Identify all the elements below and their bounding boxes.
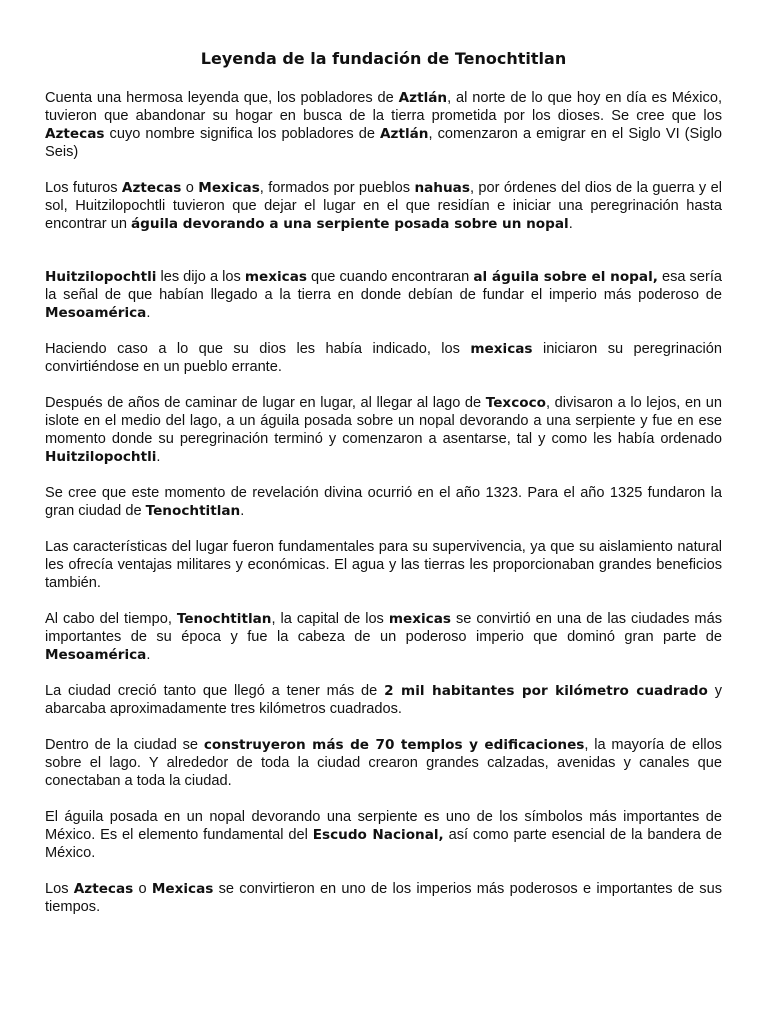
bold-span: Mexicas — [151, 881, 214, 897]
text-span: o — [181, 180, 199, 196]
text-span: , formados por pueblos — [259, 180, 415, 196]
text-span: , la mayoría de ellos sobre el lago. Y alrededor de toda la ciudad crearon grandes calzadas, avenidas y canales que conectaban a toda la ciudad. — [45, 737, 722, 789]
text-span: . — [156, 449, 161, 465]
bold-span: nahuas — [414, 180, 470, 196]
text-span: se convirtió en una de las ciudades más importantes de su época y fue la cabeza de un poderoso imperio que dominó gran parte de — [45, 611, 722, 645]
paragraph-2 — [45, 179, 722, 233]
bold-span: Tenochtitlan — [176, 611, 272, 627]
bold-span: mexicas — [388, 611, 451, 627]
paragraph-1 — [45, 89, 722, 161]
text-span: La ciudad creció tanto que llegó a tener más de — [45, 683, 385, 699]
bold-span: Texcoco — [485, 395, 546, 411]
paragraph-4 — [45, 340, 722, 376]
bold-span: Aztlán — [380, 126, 429, 142]
bold-span: Mesoamérica — [45, 647, 147, 663]
bold-span: mexicas — [244, 269, 307, 285]
text-span: así como parte esencial de la bandera de México. — [45, 827, 722, 861]
bold-span: Aztlán — [398, 90, 448, 106]
bold-span: Tenochtitlan — [145, 503, 241, 519]
text-span: , comenzaron a emigrar en el Siglo VI (Siglo Seis) — [45, 126, 722, 160]
paragraph-9 — [45, 682, 722, 718]
paragraph-7 — [45, 538, 722, 592]
bold-span: mexicas — [470, 341, 533, 357]
text-span: El águila posada en un nopal devorando una serpiente es uno de los símbolos más importantes de México. Es el elemento fundamental del — [45, 809, 722, 843]
bold-span: Huitzilopochtli — [45, 269, 157, 285]
text-span: . — [568, 216, 573, 232]
bold-span: 2 mil habitantes por kilómetro cuadrado — [384, 683, 708, 699]
text-span: Cuenta una hermosa leyenda que, los pobladores de — [45, 90, 399, 106]
text-span: . — [240, 503, 245, 519]
bold-span: Mexicas — [198, 180, 260, 196]
paragraph-5 — [45, 394, 722, 466]
text-span: les dijo a los — [156, 269, 245, 285]
text-span: Los — [45, 881, 74, 897]
bold-span: Aztecas — [73, 881, 134, 897]
bold-span: Mesoamérica — [45, 305, 147, 321]
text-span: que cuando encontraran — [306, 269, 474, 285]
bold-span: al águila sobre el nopal, — [473, 269, 658, 285]
bold-span: construyeron más de 70 templos y edificaciones — [203, 737, 585, 753]
text-span: Al cabo del tiempo, — [45, 611, 177, 627]
text-span: esa sería la señal de que habían llegado a la tierra en donde debían de fundar el imperio más poderoso de — [45, 269, 722, 303]
text-span: , divisaron a lo lejos, en un islote en el medio del lago, a un águila posada sobre un nopal devorando a una serpiente y fue en ese momento donde su peregrinación terminó y comenzaron a asentarse, tal y como les había ordenado — [45, 395, 722, 447]
bold-span: águila devorando a una serpiente posada sobre un nopal — [131, 216, 569, 232]
text-span: Se cree que este momento de revelación divina ocurrió en el año 1323. Para el año 1325 fundaron la gran ciudad de — [45, 485, 722, 519]
bold-span: Huitzilopochtli — [45, 449, 157, 465]
paragraph-3 — [45, 268, 722, 322]
paragraph-10 — [45, 736, 722, 790]
text-span: iniciaron su peregrinación convirtiéndose en un pueblo errante. — [45, 341, 722, 375]
text-span: Dentro de la ciudad se — [45, 737, 204, 753]
page-title: Leyenda de la fundación de Tenochtitlan — [200, 49, 567, 68]
text-span: y abarcaba aproximadamente tres kilómetros cuadrados. — [45, 683, 722, 717]
text-span: cuyo nombre significa los pobladores de — [104, 126, 381, 142]
text-span: , por órdenes del dios de la guerra y el sol, Huitzilopochtli tuvieron que dejar el lugar en el que residían e iniciar una peregrinación hasta encontrar un — [45, 180, 722, 232]
document-page — [45, 44, 722, 934]
bold-span: Escudo Nacional, — [312, 827, 444, 843]
text-span: Haciendo caso a lo que su dios les había indicado, los — [45, 341, 471, 357]
paragraph-12 — [45, 880, 722, 916]
text-span: Después de años de caminar de lugar en lugar, al llegar al lago de — [45, 395, 486, 411]
text-span: Los futuros — [45, 180, 122, 196]
text-span: se convirtieron en uno de los imperios más poderosos e importantes de sus tiempos. — [45, 881, 723, 915]
text-span: Las características del lugar fueron fundamentales para su supervivencia, ya que su aislamiento natural les ofrecía ventajas militares y económicas. El agua y las tierras les proporcionaban grandes beneficios también. — [45, 539, 722, 591]
text-span: . — [146, 305, 151, 321]
text-span: , la capital de los — [271, 611, 389, 627]
paragraph-11 — [45, 808, 722, 862]
paragraph-8 — [45, 610, 722, 664]
bold-span: Aztecas — [45, 126, 105, 142]
paragraph-6 — [45, 484, 722, 520]
text-span: , al norte de lo que hoy en día es México, tuvieron que abandonar su hogar en busca de la tierra prometida por los dioses. Se cree que los — [45, 90, 723, 124]
text-span: . — [146, 647, 151, 663]
bold-span: Aztecas — [121, 180, 182, 196]
text-span: o — [133, 881, 152, 897]
